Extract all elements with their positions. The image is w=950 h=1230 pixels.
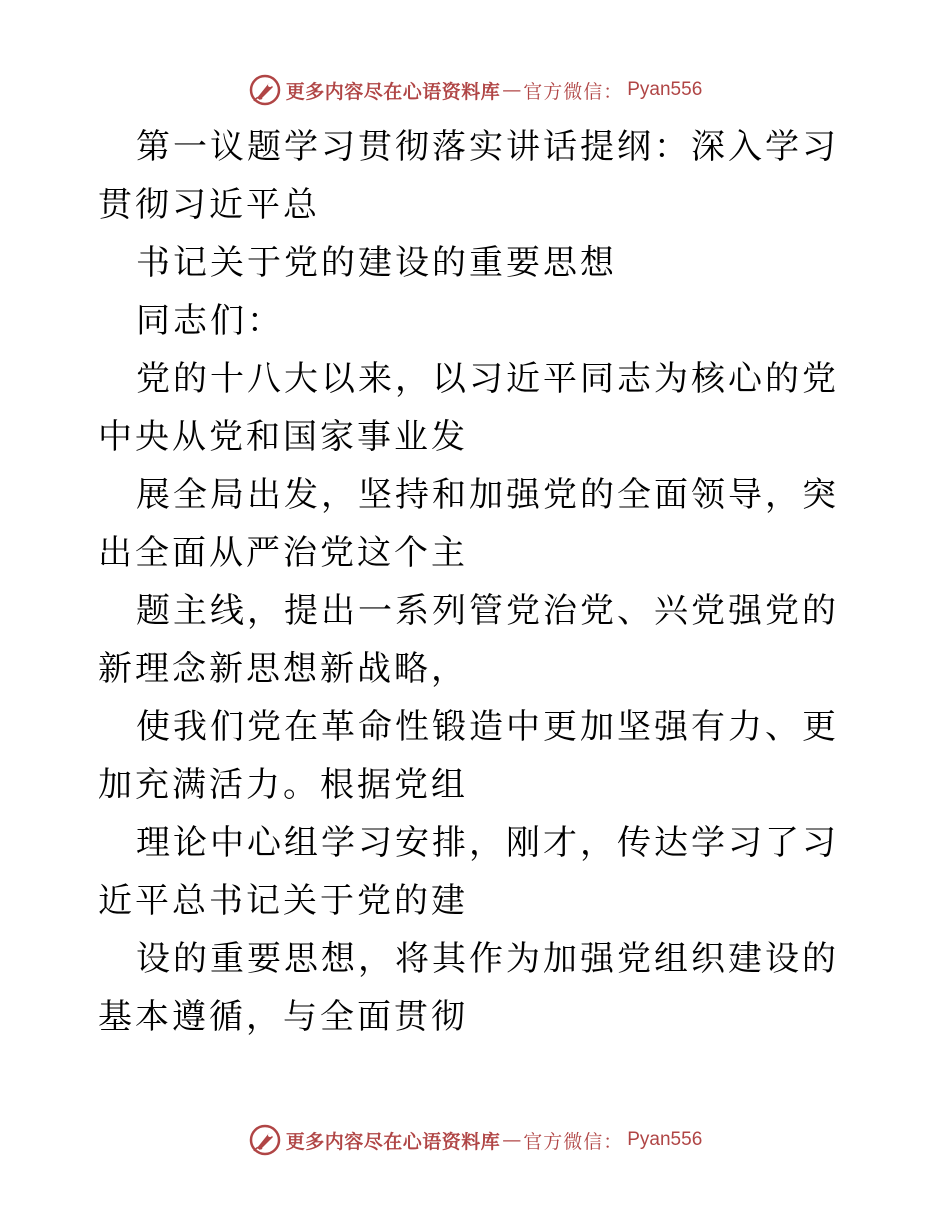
header-promo-text: 更多内容尽在心语资料库 — [285, 80, 501, 103]
pen-nib-logo-icon — [248, 73, 282, 107]
paragraph: 第一议题学习贯彻落实讲话提纲：深入学习贯彻习近平总 — [98, 127, 839, 225]
paragraph: 同志们： — [136, 301, 284, 341]
paragraph: 使我们党在革命性锻造中更加坚强有力、更加充满活力。根据党组 — [98, 707, 839, 805]
footer-separator: — — [502, 1129, 522, 1151]
footer-wechat-label: 官方微信： — [523, 1130, 624, 1153]
header-wechat-label: 官方微信： — [523, 80, 624, 103]
footer-banner — [0, 1120, 950, 1160]
document-body — [98, 118, 858, 1046]
paragraph: 展全局出发，坚持和加强党的全面领导，突出全面从严治党这个主 — [98, 475, 839, 573]
paragraph: 设的重要思想，将其作为加强党组织建设的基本遵循，与全面贯彻 — [98, 939, 839, 1037]
pen-nib-logo-icon — [248, 1123, 282, 1157]
paragraph: 理论中心组学习安排，刚才，传达学习了习近平总书记关于党的建 — [98, 823, 839, 921]
paragraph: 书记关于党的建设的重要思想 — [136, 243, 617, 283]
footer-wechat-id: Pyan556 — [627, 1129, 703, 1150]
header-separator: — — [502, 79, 522, 101]
paragraph: 党的十八大以来，以习近平同志为核心的党中央从党和国家事业发 — [98, 359, 839, 457]
header-wechat-id: Pyan556 — [627, 79, 703, 100]
paragraph: 题主线，提出一系列管党治党、兴党强党的新理念新思想新战略， — [98, 591, 839, 689]
footer-promo-text: 更多内容尽在心语资料库 — [285, 1130, 501, 1153]
header-banner — [0, 70, 950, 110]
